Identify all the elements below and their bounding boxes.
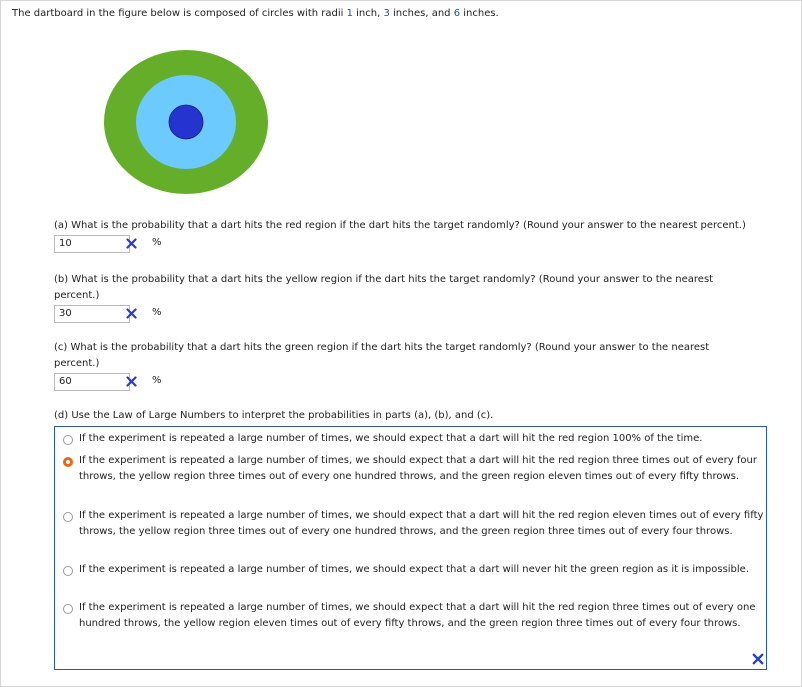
problem-intro [12, 8, 499, 19]
intro-text-after: inches. [460, 8, 499, 19]
x-icon [126, 238, 137, 249]
choice-text: If the experiment is repeated a large number of times, we should expect that a dart will hit the red region eleven times out of every fifty throws, the yellow region three times out of every one hundred throws, and the green region three times out of every four throws. [79, 510, 764, 537]
question-c-text: (c) What is the probability that a dart hits the green region if the dart hits the target randomly? (Round your answer to the nearest percent.) [54, 342, 710, 369]
answer-a-input[interactable]: 10 [54, 235, 130, 253]
intro-text-before: The dartboard in the figure below is composed of circles with radii [12, 8, 347, 19]
radius-3: 6 [453, 8, 461, 19]
bullseye [169, 105, 203, 139]
answer-b-input[interactable]: 30 [54, 305, 130, 323]
radio-button[interactable] [63, 512, 73, 522]
x-icon [752, 653, 764, 665]
radio-button-selected[interactable] [63, 457, 73, 467]
percent-unit: % [152, 375, 162, 386]
percent-unit: % [152, 237, 162, 248]
intro-text-mid2: inches, and [389, 8, 454, 19]
radius-2: 3 [383, 8, 390, 19]
choice-text: If the experiment is repeated a large number of times, we should expect that a dart will hit the red region three times out of every one hundred throws, the yellow region eleven times out of every fifty throws, and the green region three times out of every four throws. [79, 602, 756, 629]
dartboard-figure [104, 50, 268, 194]
choice-text: If the experiment is repeated a large number of times, we should expect that a dart will hit the red region 100% of the time. [79, 433, 703, 444]
intro-text-mid1: inch, [352, 8, 384, 19]
choice-text: If the experiment is repeated a large number of times, we should expect that a dart will hit the red region three times out of every four throws, the yellow region three times out of every one hundred throws, and the green region eleven times out of every fifty throws. [79, 455, 757, 482]
x-icon [126, 376, 137, 387]
radio-button[interactable] [63, 604, 73, 614]
question-d-prompt: (d) Use the Law of Large Numbers to interpret the probabilities in parts (a), (b), and (c). [54, 410, 494, 421]
question-a-text: (a) What is the probability that a dart hits the red region if the dart hits the target randomly? (Round your answer to the nearest percent.) [54, 220, 746, 231]
answer-c-input[interactable]: 60 [54, 373, 130, 391]
x-icon [126, 308, 137, 319]
radio-button[interactable] [63, 566, 73, 576]
answer-choices [54, 426, 767, 670]
choice-text: If the experiment is repeated a large number of times, we should expect that a dart will never hit the green region as it is impossible. [79, 564, 750, 575]
question-b-text: (b) What is the probability that a dart hits the yellow region if the dart hits the target randomly? (Round your answer to the nearest percent.) [54, 274, 714, 301]
radius-1: 1 [346, 8, 353, 19]
percent-unit: % [152, 307, 162, 318]
radio-button[interactable] [63, 435, 73, 445]
